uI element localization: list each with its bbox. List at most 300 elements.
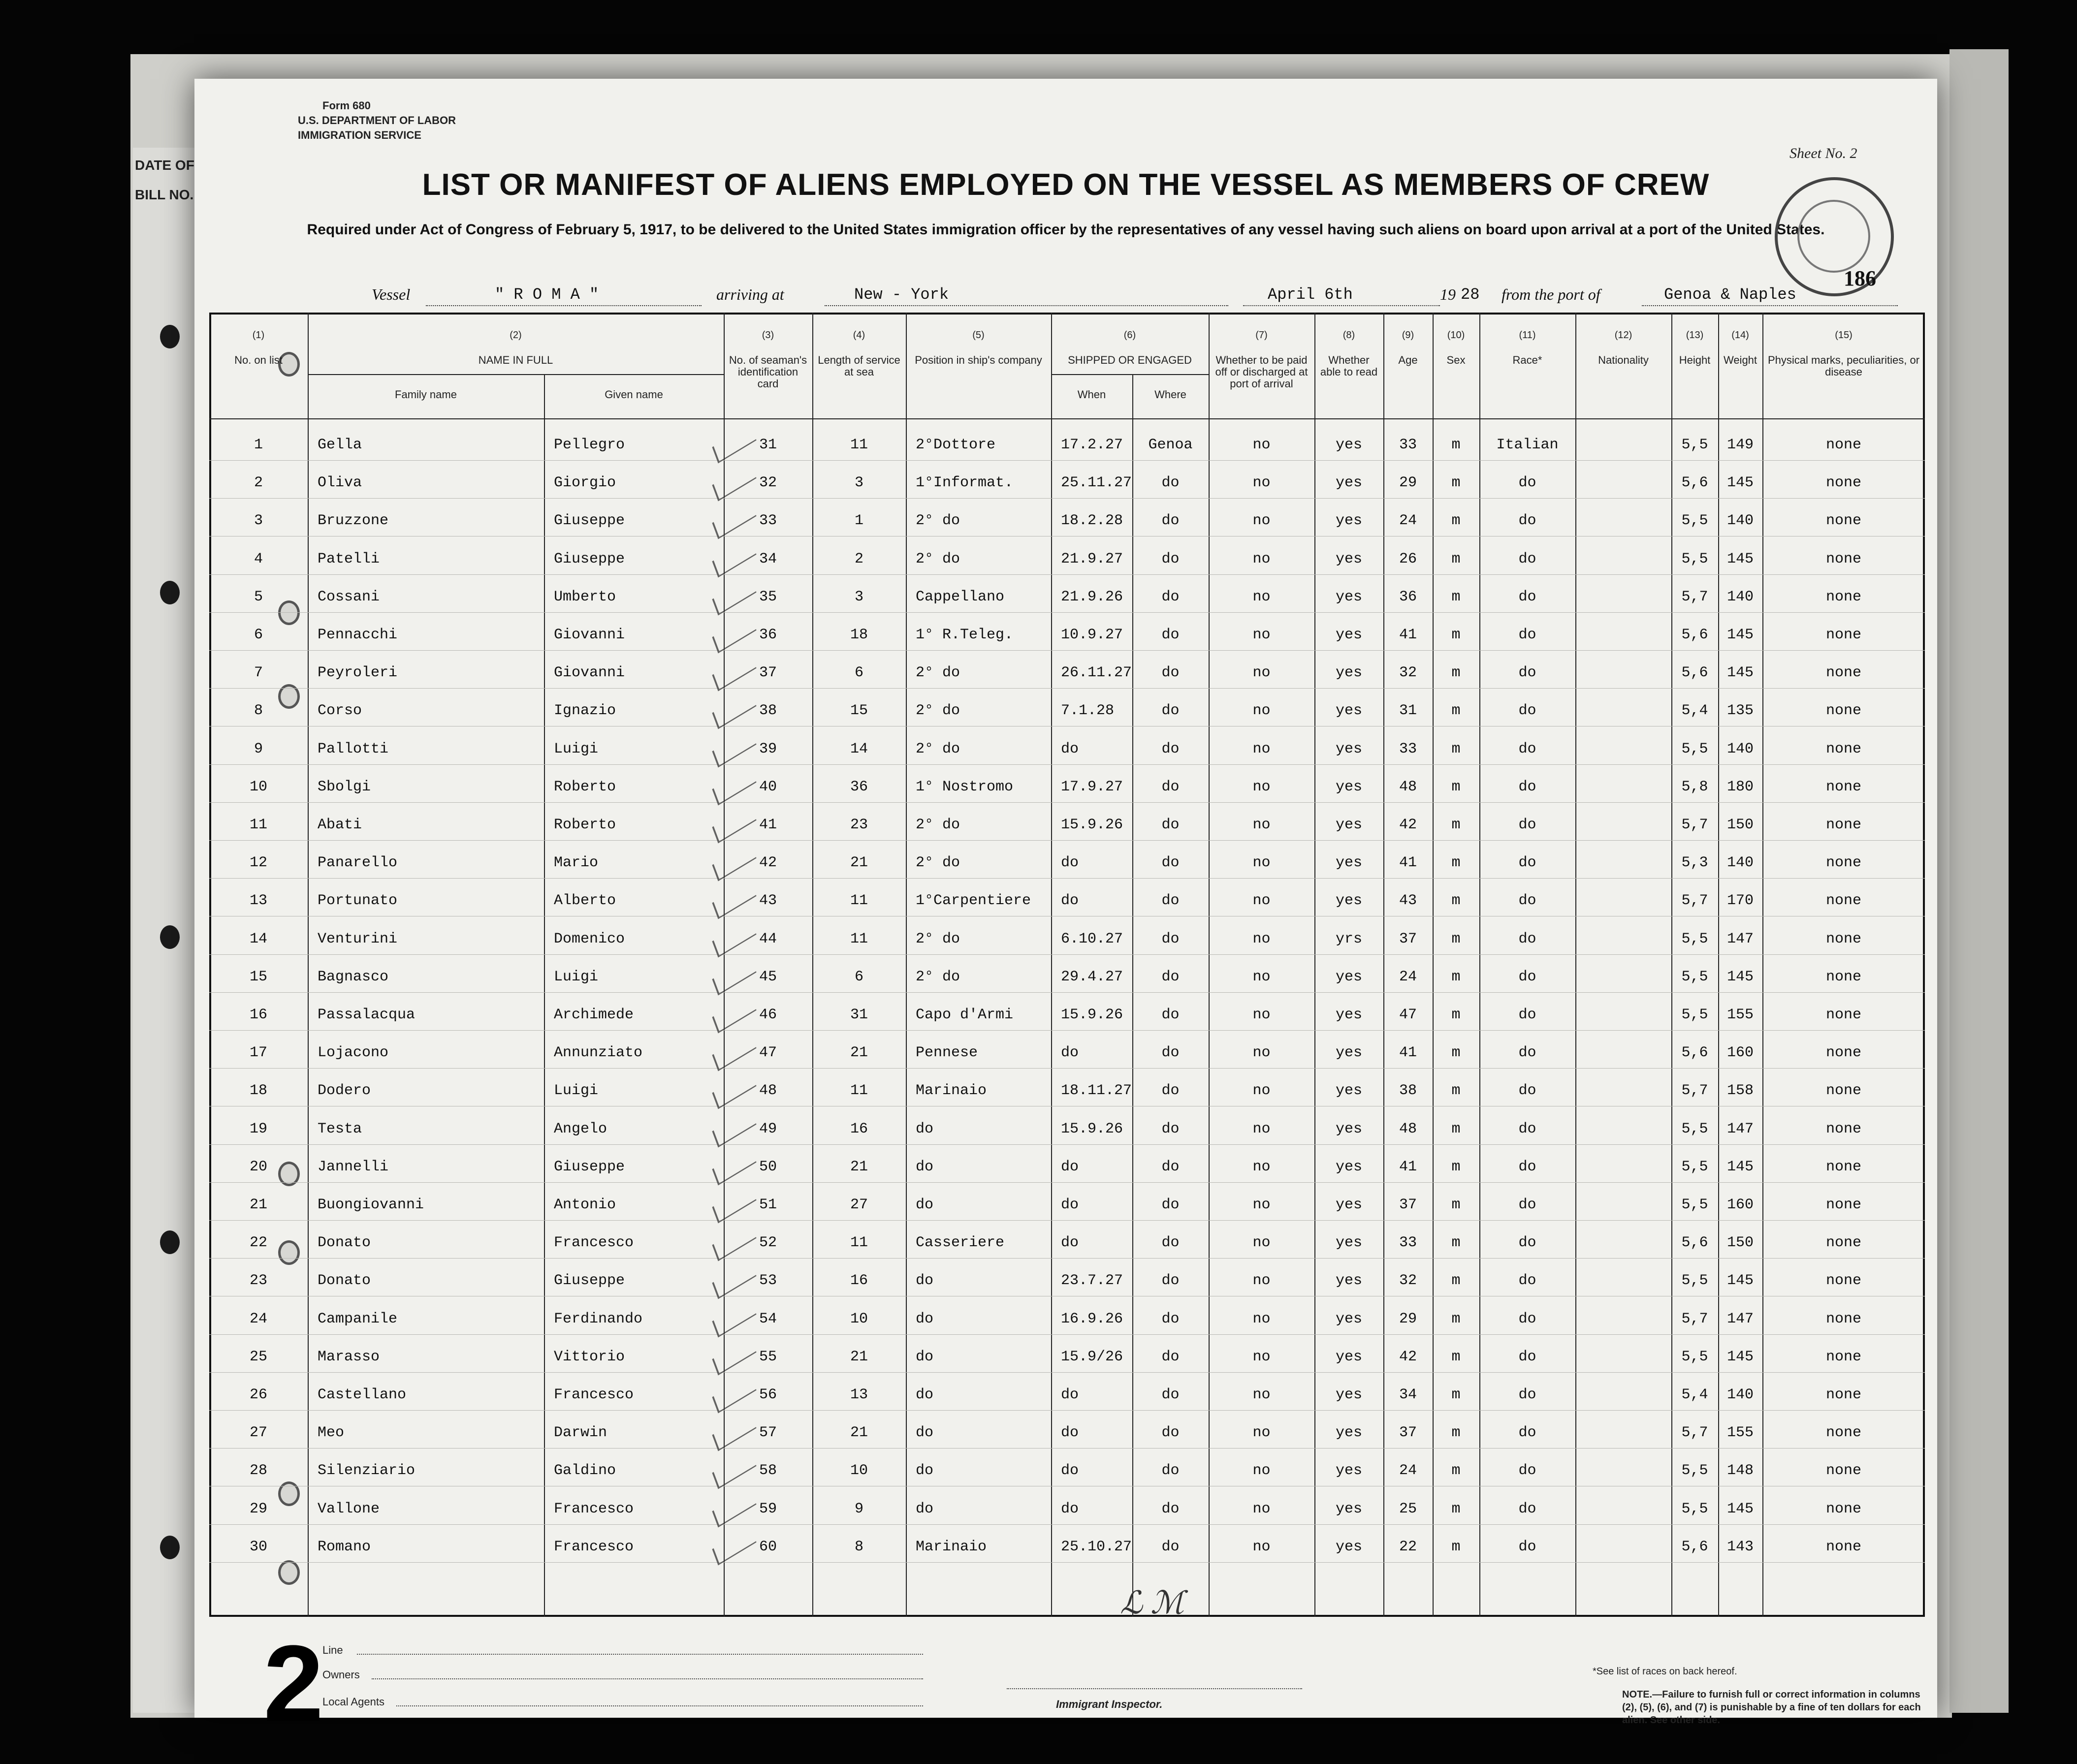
cell-given: Ignazio xyxy=(554,702,616,720)
cell-card: 48 xyxy=(759,1082,777,1100)
cell-card: 34 xyxy=(759,550,777,567)
row-rule xyxy=(209,840,1925,841)
cell-length: 13 xyxy=(850,1386,868,1403)
column-header: SHIPPED OR ENGAGED xyxy=(1068,354,1192,366)
cell-height: 5,8 xyxy=(1681,778,1708,795)
column-number: (8) xyxy=(1342,330,1355,341)
column-rule xyxy=(1433,313,1434,1617)
cell-race: do xyxy=(1518,474,1536,492)
binder-hole xyxy=(160,1536,180,1559)
cell-card: 39 xyxy=(759,740,777,757)
cell-paid: no xyxy=(1252,930,1271,947)
cell-length: 11 xyxy=(850,437,868,453)
cell-height: 5,7 xyxy=(1681,892,1708,910)
cell-when: 25.11.27 xyxy=(1061,474,1132,492)
cell-when: 21.9.27 xyxy=(1061,550,1123,567)
cell-read: yes xyxy=(1335,1500,1362,1517)
cell-marks: none xyxy=(1825,1234,1861,1252)
cell-family: Venturini xyxy=(318,930,398,947)
cell-race: do xyxy=(1518,1158,1536,1175)
cell-when: do xyxy=(1061,1234,1079,1252)
cell-card: 45 xyxy=(759,968,777,985)
cell-sex: m xyxy=(1451,664,1461,682)
cell-age: 24 xyxy=(1399,968,1417,985)
cell-marks: none xyxy=(1825,588,1861,605)
cell-where: do xyxy=(1161,817,1180,833)
cell-read: yes xyxy=(1335,1234,1362,1252)
cell-card: 33 xyxy=(759,512,777,530)
cell-race: Italian xyxy=(1496,437,1559,453)
cell-family: Silenziario xyxy=(318,1462,415,1480)
cell-card: 49 xyxy=(759,1120,777,1137)
cell-marks: none xyxy=(1825,968,1861,985)
cell-family: Sbolgi xyxy=(318,778,371,795)
cell-position: do xyxy=(916,1158,934,1175)
year-prefix: 19 xyxy=(1440,285,1456,303)
cell-family: Peyroleri xyxy=(318,664,398,682)
stamped-number: 186 xyxy=(1844,266,1876,290)
cell-marks: none xyxy=(1825,1197,1861,1213)
cell-where: do xyxy=(1161,1500,1180,1517)
cell-family: Donato xyxy=(318,1272,371,1290)
stub-bill-label: BILL NO. xyxy=(135,187,194,202)
cell-sex: m xyxy=(1451,1197,1461,1213)
cell-family: Lojacono xyxy=(318,1044,389,1062)
cell-given: Giuseppe xyxy=(554,550,625,567)
cell-where: do xyxy=(1161,1044,1180,1062)
cell-marks: none xyxy=(1825,1044,1861,1062)
cell-card: 56 xyxy=(759,1386,777,1403)
cell-height: 5,7 xyxy=(1681,1082,1708,1100)
header-subrule xyxy=(308,374,724,375)
cell-weight: 140 xyxy=(1726,854,1754,872)
cell-sex: m xyxy=(1451,437,1461,453)
column-rule xyxy=(724,313,725,1617)
cell-weight: 160 xyxy=(1726,1197,1754,1213)
cell-weight: 180 xyxy=(1726,778,1754,795)
cell-weight: 145 xyxy=(1726,664,1754,682)
cell-when: 18.2.28 xyxy=(1061,512,1123,530)
row-rule xyxy=(209,1524,1925,1525)
cell-age: 43 xyxy=(1399,892,1417,910)
cell-family: Pallotti xyxy=(318,740,389,757)
cell-given: Domenico xyxy=(554,930,625,947)
cell-card: 43 xyxy=(759,892,777,910)
cell-length: 36 xyxy=(850,778,868,795)
row-rule xyxy=(209,498,1925,499)
cell-no: 8 xyxy=(254,702,263,720)
cell-given: Giorgio xyxy=(554,474,616,492)
cell-length: 11 xyxy=(850,1082,868,1100)
cell-sex: m xyxy=(1451,1424,1461,1442)
cell-length: 11 xyxy=(850,1234,868,1252)
department-name: U.S. DEPARTMENT OF LABOR xyxy=(298,114,456,126)
cell-weight: 143 xyxy=(1726,1538,1754,1555)
cell-family: Cossani xyxy=(318,588,380,605)
cell-age: 32 xyxy=(1399,664,1417,682)
column-rule xyxy=(1671,313,1672,1617)
cell-when: do xyxy=(1061,1424,1079,1442)
row-rule xyxy=(209,1410,1925,1411)
column-subheader: Family name xyxy=(395,388,457,401)
cell-sex: m xyxy=(1451,968,1461,985)
cell-sex: m xyxy=(1451,550,1461,567)
sheet-number-label: Sheet No. 2 xyxy=(1789,145,1857,161)
cell-family: Donato xyxy=(318,1234,371,1252)
column-header: Sex xyxy=(1446,354,1466,366)
cell-read: yes xyxy=(1335,1082,1362,1100)
cell-race: do xyxy=(1518,627,1536,643)
cell-given: Mario xyxy=(554,854,599,872)
cell-card: 38 xyxy=(759,702,777,720)
column-number: (5) xyxy=(972,330,985,341)
cell-when: do xyxy=(1061,892,1079,910)
cell-read: yes xyxy=(1335,1197,1362,1213)
cell-read: yes xyxy=(1335,627,1362,643)
cell-age: 22 xyxy=(1399,1538,1417,1555)
cell-family: Dodero xyxy=(318,1082,371,1100)
cell-position: 1°Carpentiere xyxy=(916,892,1031,910)
cell-length: 2 xyxy=(854,550,863,567)
cell-marks: none xyxy=(1825,1272,1861,1290)
cell-weight: 145 xyxy=(1726,627,1754,643)
cell-card: 53 xyxy=(759,1272,777,1290)
cell-race: do xyxy=(1518,1310,1536,1327)
column-header: Race* xyxy=(1512,354,1542,366)
cell-position: do xyxy=(916,1500,934,1517)
cell-given: Pellegro xyxy=(554,437,625,453)
cell-position: 1° R.Teleg. xyxy=(916,627,1014,643)
cell-marks: none xyxy=(1825,892,1861,910)
cell-read: yes xyxy=(1335,892,1362,910)
cell-read: yes xyxy=(1335,1348,1362,1365)
cell-given: Giovanni xyxy=(554,664,625,682)
cell-card: 35 xyxy=(759,588,777,605)
cell-age: 41 xyxy=(1399,1158,1417,1175)
cell-position: 2° do xyxy=(916,550,960,567)
cell-where: do xyxy=(1161,854,1180,872)
cell-family: Abati xyxy=(318,817,362,833)
cell-marks: none xyxy=(1825,1310,1861,1327)
cell-marks: none xyxy=(1825,817,1861,833)
cell-family: Gella xyxy=(318,437,362,453)
cell-weight: 147 xyxy=(1726,930,1754,947)
cell-position: Casseriere xyxy=(916,1234,1005,1252)
cell-where: do xyxy=(1161,664,1180,682)
cell-position: 1°Informat. xyxy=(916,474,1014,492)
cell-race: do xyxy=(1518,778,1536,795)
cell-card: 59 xyxy=(759,1500,777,1517)
cell-read: yes xyxy=(1335,1158,1362,1175)
cell-length: 21 xyxy=(850,1348,868,1365)
cell-weight: 145 xyxy=(1726,1158,1754,1175)
cell-paid: no xyxy=(1252,664,1271,682)
cell-sex: m xyxy=(1451,778,1461,795)
column-header: Nationality xyxy=(1598,354,1649,366)
column-number: (14) xyxy=(1731,330,1749,341)
cell-sex: m xyxy=(1451,892,1461,910)
cell-paid: no xyxy=(1252,968,1271,985)
cell-age: 29 xyxy=(1399,474,1417,492)
cell-read: yes xyxy=(1335,1538,1362,1555)
cell-weight: 150 xyxy=(1726,1234,1754,1252)
cell-sex: m xyxy=(1451,1310,1461,1327)
column-header: No. on list xyxy=(234,354,283,366)
cell-paid: no xyxy=(1252,702,1271,720)
cell-position: do xyxy=(916,1386,934,1403)
cell-card: 31 xyxy=(759,437,777,453)
cell-card: 41 xyxy=(759,817,777,833)
cell-paid: no xyxy=(1252,437,1271,453)
cell-where: do xyxy=(1161,740,1180,757)
cell-family: Campanile xyxy=(318,1310,398,1327)
cell-weight: 155 xyxy=(1726,1424,1754,1442)
from-port: Genoa & Naples xyxy=(1664,285,1796,304)
column-number: (7) xyxy=(1255,330,1268,341)
cell-position: Capo d'Armi xyxy=(916,1007,1014,1023)
cell-length: 10 xyxy=(850,1310,868,1327)
cell-family: Portunato xyxy=(318,892,398,910)
cell-given: Francesco xyxy=(554,1538,634,1555)
cell-where: do xyxy=(1161,778,1180,795)
cell-marks: none xyxy=(1825,664,1861,682)
cell-length: 15 xyxy=(850,702,868,720)
cell-height: 5,5 xyxy=(1681,1348,1708,1365)
column-rule xyxy=(812,313,813,1617)
cell-race: do xyxy=(1518,1044,1536,1062)
cell-height: 5,5 xyxy=(1681,1272,1708,1290)
cell-race: do xyxy=(1518,1386,1536,1403)
stub-date-label: DATE OF xyxy=(135,158,194,173)
cell-sex: m xyxy=(1451,588,1461,605)
cell-sex: m xyxy=(1451,1500,1461,1517)
cell-height: 5,5 xyxy=(1681,1158,1708,1175)
cell-sex: m xyxy=(1451,1044,1461,1062)
column-header: Length of service at sea xyxy=(818,354,900,378)
column-number: (3) xyxy=(762,330,774,341)
cell-race: do xyxy=(1518,1538,1536,1555)
column-rule xyxy=(544,374,545,1617)
cell-position: do xyxy=(916,1348,934,1365)
cell-age: 24 xyxy=(1399,1462,1417,1480)
cell-race: do xyxy=(1518,930,1536,947)
row-rule xyxy=(209,574,1925,575)
row-rule xyxy=(209,1372,1925,1373)
cell-length: 8 xyxy=(854,1538,863,1555)
cell-weight: 140 xyxy=(1726,588,1754,605)
column-rule xyxy=(1479,313,1480,1617)
cell-race: do xyxy=(1518,664,1536,682)
cell-read: yes xyxy=(1335,512,1362,530)
cell-marks: none xyxy=(1825,1500,1861,1517)
cell-race: do xyxy=(1518,1082,1536,1100)
cell-given: Francesco xyxy=(554,1386,634,1403)
cell-when: do xyxy=(1061,740,1079,757)
cell-weight: 147 xyxy=(1726,1310,1754,1327)
cell-family: Romano xyxy=(318,1538,371,1555)
cell-race: do xyxy=(1518,892,1536,910)
cell-sex: m xyxy=(1451,1234,1461,1252)
row-rule xyxy=(209,1068,1925,1069)
cell-age: 41 xyxy=(1399,1044,1417,1062)
cell-paid: no xyxy=(1252,1044,1271,1062)
cell-paid: no xyxy=(1252,588,1271,605)
cell-where: do xyxy=(1161,1082,1180,1100)
cell-given: Umberto xyxy=(554,588,616,605)
column-rule xyxy=(1718,313,1719,1617)
cell-read: yes xyxy=(1335,854,1362,872)
cell-paid: no xyxy=(1252,892,1271,910)
cell-card: 32 xyxy=(759,474,777,492)
cell-weight: 170 xyxy=(1726,892,1754,910)
cell-weight: 160 xyxy=(1726,1044,1754,1062)
cell-race: do xyxy=(1518,817,1536,833)
cell-height: 5,6 xyxy=(1681,627,1708,643)
cell-given: Roberto xyxy=(554,778,616,795)
cell-weight: 145 xyxy=(1726,1348,1754,1365)
cell-no: 18 xyxy=(249,1082,267,1100)
column-rule xyxy=(308,313,309,1617)
column-header: Position in ship's company xyxy=(915,354,1042,366)
cell-length: 1 xyxy=(854,512,863,530)
cell-no: 27 xyxy=(249,1424,267,1442)
cell-position: do xyxy=(916,1462,934,1480)
column-number: (13) xyxy=(1686,330,1704,341)
cell-height: 5,3 xyxy=(1681,854,1708,872)
cell-length: 21 xyxy=(850,1044,868,1062)
cell-race: do xyxy=(1518,1197,1536,1213)
row-rule xyxy=(209,612,1925,613)
cell-paid: no xyxy=(1252,817,1271,833)
cell-card: 36 xyxy=(759,627,777,643)
cell-height: 5,4 xyxy=(1681,1386,1708,1403)
cell-height: 5,6 xyxy=(1681,664,1708,682)
cell-position: do xyxy=(916,1197,934,1213)
cell-marks: none xyxy=(1825,627,1861,643)
cell-no: 1 xyxy=(254,437,263,453)
signature-mark: ℒ ℳ xyxy=(1120,1585,1184,1620)
cell-sex: m xyxy=(1451,854,1461,872)
cell-read: yes xyxy=(1335,1044,1362,1062)
cell-given: Giuseppe xyxy=(554,512,625,530)
cell-where: do xyxy=(1161,512,1180,530)
cell-read: yes xyxy=(1335,474,1362,492)
cell-height: 5,7 xyxy=(1681,1310,1708,1327)
cell-no: 6 xyxy=(254,627,263,643)
cell-age: 32 xyxy=(1399,1272,1417,1290)
cell-marks: none xyxy=(1825,474,1861,492)
cell-marks: none xyxy=(1825,1424,1861,1442)
cell-read: yes xyxy=(1335,1272,1362,1290)
cell-no: 30 xyxy=(249,1538,267,1555)
column-number: (2) xyxy=(510,330,522,341)
cell-length: 9 xyxy=(854,1500,863,1517)
cell-given: Alberto xyxy=(554,892,616,910)
cell-given: Luigi xyxy=(554,740,599,757)
cell-where: do xyxy=(1161,892,1180,910)
cell-when: do xyxy=(1061,1386,1079,1403)
cell-family: Marasso xyxy=(318,1348,380,1365)
cell-race: do xyxy=(1518,1007,1536,1023)
column-rule xyxy=(1314,313,1315,1617)
column-rule xyxy=(1383,313,1384,1617)
cell-given: Luigi xyxy=(554,968,599,985)
cell-length: 3 xyxy=(854,588,863,605)
from-port-label: from the port of xyxy=(1502,285,1600,303)
cell-race: do xyxy=(1518,550,1536,567)
cell-paid: no xyxy=(1252,1348,1271,1365)
cell-length: 6 xyxy=(854,968,863,985)
cell-where: do xyxy=(1161,1386,1180,1403)
cell-no: 14 xyxy=(249,930,267,947)
column-header: Physical marks, peculiarities, or disease xyxy=(1767,354,1920,378)
cell-weight: 150 xyxy=(1726,817,1754,833)
footer-line-label: Line xyxy=(322,1644,343,1656)
cell-no: 21 xyxy=(249,1197,267,1213)
cell-position: do xyxy=(916,1120,934,1137)
cell-race: do xyxy=(1518,1120,1536,1137)
cell-read: yes xyxy=(1335,550,1362,567)
cell-family: Bagnasco xyxy=(318,968,389,985)
column-rule xyxy=(1051,313,1052,1617)
cell-when: 7.1.28 xyxy=(1061,702,1115,720)
cell-when: 26.11.27 xyxy=(1061,664,1132,682)
cell-height: 5,6 xyxy=(1681,1044,1708,1062)
cell-card: 44 xyxy=(759,930,777,947)
cell-given: Francesco xyxy=(554,1500,634,1517)
cell-height: 5,6 xyxy=(1681,1538,1708,1555)
cell-when: 21.9.26 xyxy=(1061,588,1123,605)
cell-position: 2° do xyxy=(916,817,960,833)
cell-read: yes xyxy=(1335,1386,1362,1403)
cell-given: Darwin xyxy=(554,1424,607,1442)
cell-where: do xyxy=(1161,702,1180,720)
binder-hole xyxy=(160,1230,180,1254)
page-edge-strip xyxy=(1949,49,2009,1713)
cell-height: 5,5 xyxy=(1681,1007,1708,1023)
column-header: Whether to be paid off or discharged at port of arrival xyxy=(1215,354,1308,390)
cell-family: Castellano xyxy=(318,1386,407,1403)
cell-weight: 140 xyxy=(1726,1386,1754,1403)
cell-length: 14 xyxy=(850,740,868,757)
cell-family: Passalacqua xyxy=(318,1007,415,1023)
cell-read: yes xyxy=(1335,1462,1362,1480)
page-subtitle: Required under Act of Congress of February 5, 1917, to be delivered to the United States immigration officer by the representatives of any vessel having such aliens on board upon arrival at a port of the United States. xyxy=(307,221,1825,238)
column-number: (12) xyxy=(1614,330,1632,341)
footer-owners-label: Owners xyxy=(322,1669,360,1681)
column-number: (10) xyxy=(1447,330,1465,341)
cell-weight: 149 xyxy=(1726,437,1754,453)
cell-no: 3 xyxy=(254,512,263,530)
cell-age: 33 xyxy=(1399,437,1417,453)
cell-marks: none xyxy=(1825,1462,1861,1480)
cell-marks: none xyxy=(1825,854,1861,872)
cell-card: 58 xyxy=(759,1462,777,1480)
cell-length: 23 xyxy=(850,817,868,833)
cell-race: do xyxy=(1518,1348,1536,1365)
cell-when: do xyxy=(1061,1044,1079,1062)
cell-paid: no xyxy=(1252,1424,1271,1442)
cell-no: 20 xyxy=(249,1158,267,1175)
cell-given: Roberto xyxy=(554,817,616,833)
cell-height: 5,6 xyxy=(1681,474,1708,492)
cell-marks: none xyxy=(1825,930,1861,947)
cell-length: 21 xyxy=(850,1424,868,1442)
arriving-label: arriving at xyxy=(716,285,784,303)
cell-paid: no xyxy=(1252,1234,1271,1252)
cell-when: 25.10.27 xyxy=(1061,1538,1132,1555)
cell-length: 11 xyxy=(850,892,868,910)
